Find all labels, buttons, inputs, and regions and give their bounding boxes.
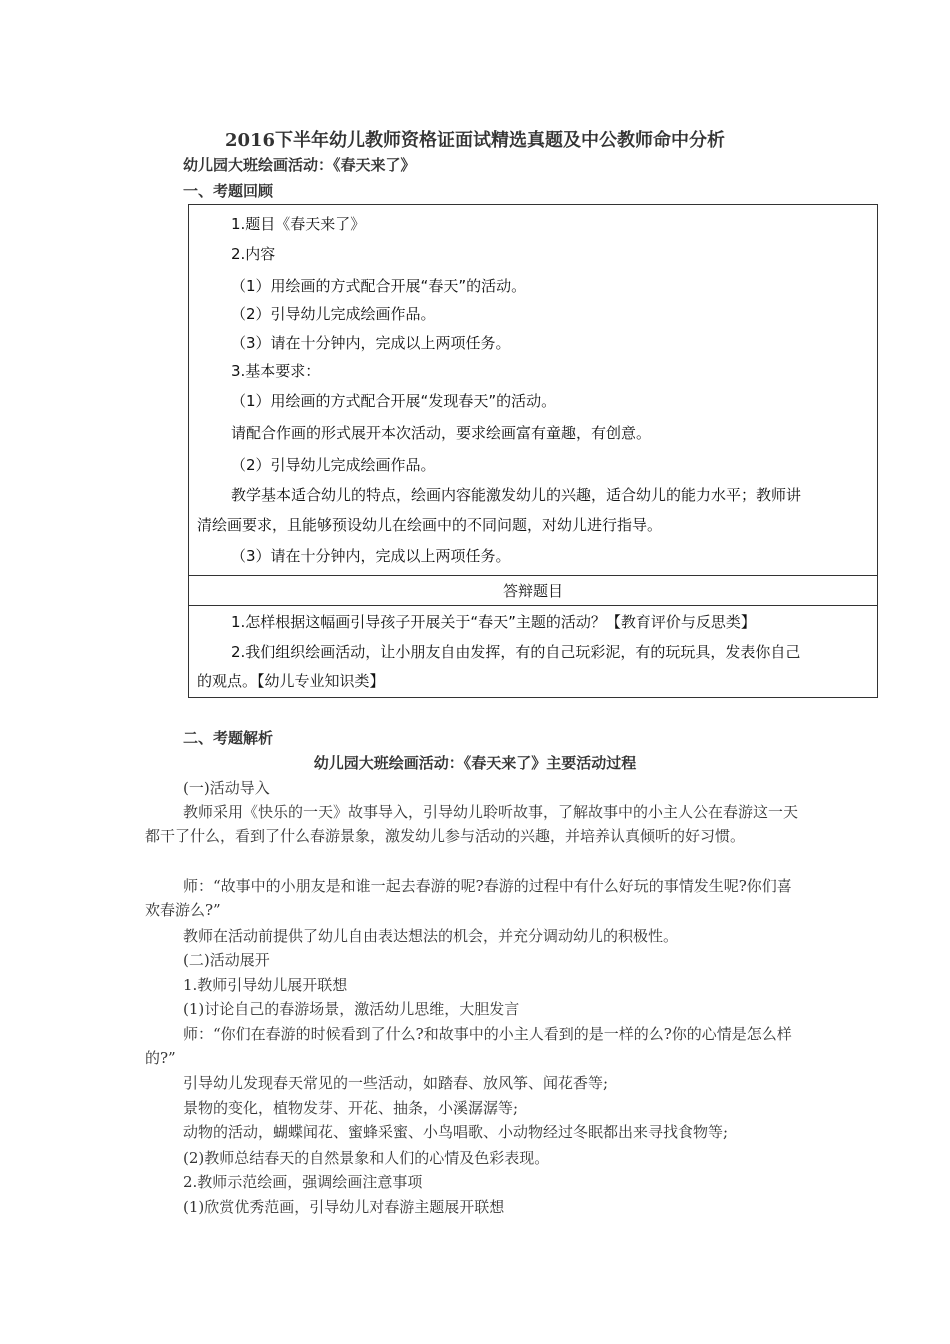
paragraph: (2)教师总结春天的自然景象和人们的心情及色彩表现。: [183, 1149, 550, 1167]
paragraph: 动物的活动，蝴蝶闻花、蜜蜂采蜜、小鸟唱歌、小动物经过冬眠都出来寻找食物等;: [183, 1123, 729, 1141]
paragraph: 1.教师引导幼儿展开联想: [183, 976, 348, 994]
debate-header: 答辩题目: [189, 575, 877, 606]
question-line: 教学基本适合幼儿的特点，绘画内容能激发幼儿的兴趣，适合幼儿的能力水平；教师讲: [231, 486, 802, 504]
debate-line: 1.怎样根据这幅画引导孩子开展关于“春天”主题的活动？【教育评价与反思类】: [231, 613, 756, 631]
paragraph: 师：“故事中的小朋友是和谁一起去春游的呢?春游的过程中有什么好玩的事情发生呢?你们喜欢春游么?”: [145, 877, 792, 919]
section1-heading: 一、考题回顾: [183, 182, 274, 200]
debate-questions: [189, 605, 877, 700]
activity-subtitle: 幼儿园大班绘画活动：《春天来了》: [183, 156, 416, 174]
question-line: 3.基本要求：: [231, 362, 321, 380]
paragraph-label: (一)活动导入: [183, 779, 270, 797]
question-line: （1）用绘画的方式配合开展“春天”的活动。: [231, 277, 527, 295]
question-line: 清绘画要求，且能够预设幼儿在绘画中的不同问题，对幼儿进行指导。: [197, 516, 663, 534]
paragraph: 引导幼儿发现春天常见的一些活动，如踏春、放风筝、闻花香等;: [183, 1074, 609, 1092]
debate-line: 2.我们组织绘画活动，让小朋友自由发挥，有的自己玩彩泥，有的玩玩具，发表你自己: [231, 643, 801, 661]
question-content: [189, 205, 877, 575]
question-line: （3）请在十分钟内，完成以上两项任务。: [231, 334, 511, 352]
question-line: （1）用绘画的方式配合开展“发现春天”的活动。: [231, 392, 557, 410]
paragraph: (1)讨论自己的春游场景，激活幼儿思维，大胆发言: [183, 1000, 520, 1018]
paragraph: 教师采用《快乐的一天》故事导入，引导幼儿聆听故事，了解故事中的小主人公在春游这一天都干了什么，看到了什么春游景象，激发幼儿参与活动的兴趣，并培养认真倾听的好习惯。: [145, 803, 799, 845]
question-line: （3）请在十分钟内，完成以上两项任务。: [231, 547, 511, 565]
question-line: 1.题目《春天来了》: [231, 215, 366, 233]
paragraph: 教师在活动前提供了幼儿自由表达想法的机会，并充分调动幼儿的积极性。: [183, 927, 679, 945]
paragraph: (1)欣赏优秀范画，引导幼儿对春游主题展开联想: [183, 1198, 505, 1216]
paragraph: 景物的变化，植物发芽、开花、抽条，小溪潺潺等;: [183, 1099, 519, 1117]
document-title: 2016下半年幼儿教师资格证面试精选真题及中公教师命中分析: [224, 130, 726, 151]
question-line: 2.内容: [231, 245, 276, 263]
section2-title: 幼儿园大班绘画活动：《春天来了》主要活动过程: [313, 754, 637, 772]
question-line: （2）引导幼儿完成绘画作品。: [231, 305, 436, 323]
question-line: 请配合作画的形式展开本次活动，要求绘画富有童趣，有创意。: [231, 424, 652, 442]
section2-heading: 二、考题解析: [183, 729, 274, 747]
paragraph: 师：“你们在春游的时候看到了什么?和故事中的小主人看到的是一样的么?你的心情是怎么样的?”: [145, 1025, 792, 1067]
paragraph-label: (二)活动展开: [183, 951, 270, 969]
paragraph: 2.教师示范绘画，强调绘画注意事项: [183, 1173, 423, 1191]
question-line: （2）引导幼儿完成绘画作品。: [231, 456, 436, 474]
question-review-box: [188, 204, 878, 698]
debate-line: 的观点。【幼儿专业知识类】: [197, 672, 385, 690]
